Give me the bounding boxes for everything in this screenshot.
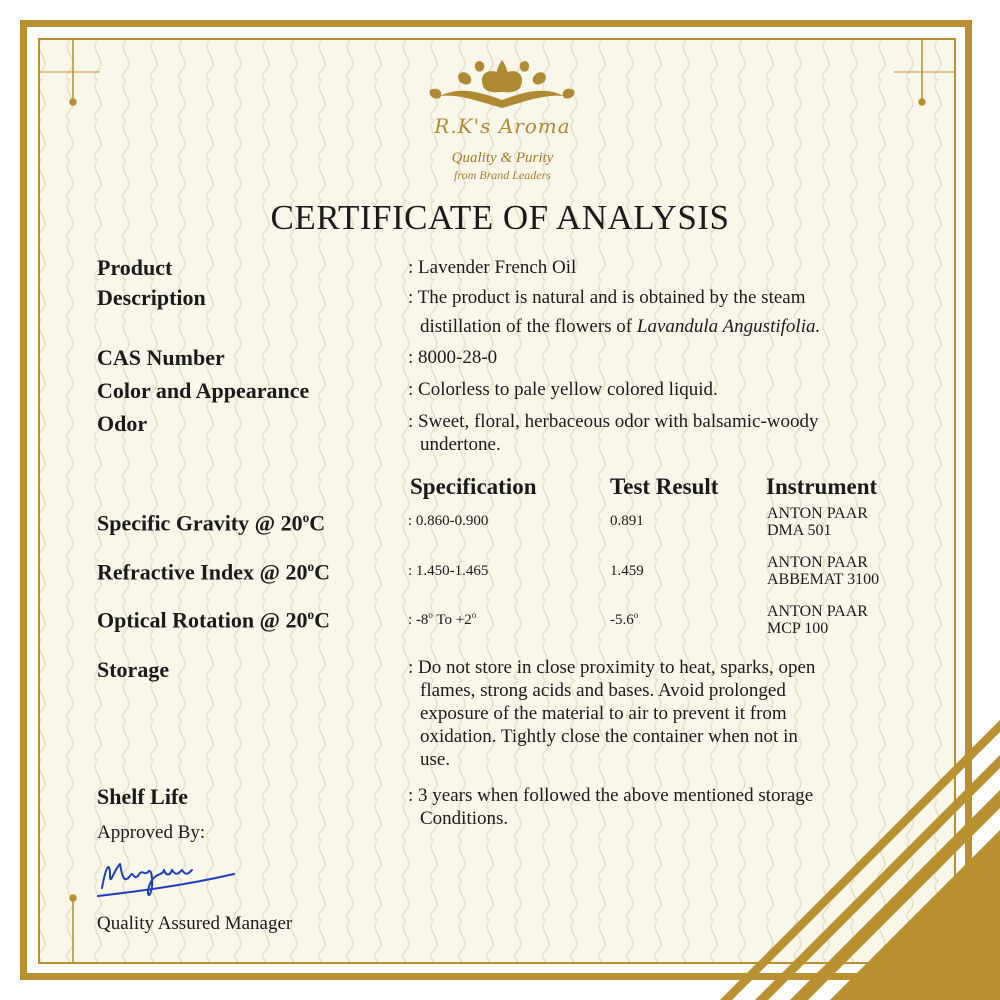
instrument-maker: ANTON PAAR [767,603,868,620]
refractive-index-label [97,559,330,585]
brand-subtagline: from Brand Leaders [454,168,551,182]
spec-max: To +2 [432,612,472,628]
shelf-life-label: Shelf Life [97,784,189,809]
brand-logo [420,52,585,192]
column-header-instrument: Instrument [766,474,878,499]
description-label: Description [97,285,206,310]
storage-value [408,656,815,771]
column-header-test-result: Test Result [610,474,719,499]
product-value: : Lavender French Oil [408,257,577,278]
species-name: Lavandula Angustifolia. [636,316,821,337]
odor-value [408,410,819,456]
certificate-title: CERTIFICATE OF ANALYSIS [270,198,730,237]
storage-label: Storage [97,657,170,682]
instrument-maker: ANTON PAAR [767,505,868,522]
storage-line-1: : Do not store in close proximity to heat, sparks, open [408,657,816,678]
refractive-index-text: Refractive Index @ 20 [97,559,308,585]
degree-mark: o [633,610,639,620]
degree-mark: o [428,610,433,620]
specific-gravity-spec: : 0.860-0.900 [408,513,489,529]
storage-line-3: exposure of the material to air to prevent it from [420,703,787,724]
lotus-emblem-icon [420,52,585,114]
odor-line-1: : Sweet, floral, herbaceous odor with balsamic-woody [408,411,819,432]
storage-line-4: oxidation. Tightly close the container when not in [420,726,798,747]
quality-manager-title: Quality Assured Manager [97,913,293,934]
refractive-index-result: 1.459 [610,563,644,579]
description-value [408,286,820,338]
cas-number-label: CAS Number [97,345,225,370]
instrument-maker: ANTON PAAR [767,554,868,571]
shelf-life-line-1: : 3 years when followed the above mentioned storage [408,785,814,806]
specific-gravity-result: 0.891 [610,513,644,529]
specific-gravity-label [97,510,325,536]
description-line-1: : The product is natural and is obtained by the steam [408,287,806,308]
cas-number-value: : 8000-28-0 [408,347,498,368]
storage-line-2: flames, strong acids and bases. Avoid prolonged [420,680,786,701]
optical-rotation-label [97,607,330,633]
product-label: Product [97,255,173,280]
shelf-life-value [408,784,813,830]
optical-rotation-result [610,610,638,629]
color-appearance-value: : Colorless to pale yellow colored liquid. [408,379,718,400]
degree-mark: o [302,510,310,525]
spec-min: : -8 [408,612,429,628]
instrument-model: DMA 501 [767,522,832,539]
result-value: -5.6 [610,612,634,628]
celsius-unit: C [309,510,326,536]
refractive-index-instrument [767,554,879,588]
degree-mark: o [307,559,315,574]
instrument-model: ABBEMAT 3100 [767,571,880,588]
optical-rotation-instrument [767,603,868,637]
refractive-index-spec: : 1.450-1.465 [408,563,489,579]
optical-rotation-spec [408,610,476,629]
odor-label: Odor [97,411,148,436]
celsius-unit: C [314,559,330,585]
specific-gravity-text: Specific Gravity @ 20 [97,510,303,536]
brand-tagline: Quality & Purity [451,150,554,166]
optical-rotation-text: Optical Rotation @ 20 [97,607,308,633]
degree-mark: o [307,607,315,622]
description-line-2-text: distillation of the flowers of [420,316,637,337]
odor-line-2: undertone. [420,434,501,455]
shelf-life-line-2: Conditions. [420,808,509,829]
instrument-model: MCP 100 [767,620,829,637]
color-appearance-label: Color and Appearance [97,378,310,403]
description-line-2 [408,315,820,338]
approved-by-label: Approved By: [97,822,206,843]
column-header-specification: Specification [410,474,537,499]
specific-gravity-instrument [767,505,868,539]
degree-mark: o [471,610,477,620]
signature [92,846,242,906]
brand-name: R.K's Aroma [434,114,571,138]
celsius-unit: C [314,607,330,633]
storage-line-5: use. [420,749,451,770]
